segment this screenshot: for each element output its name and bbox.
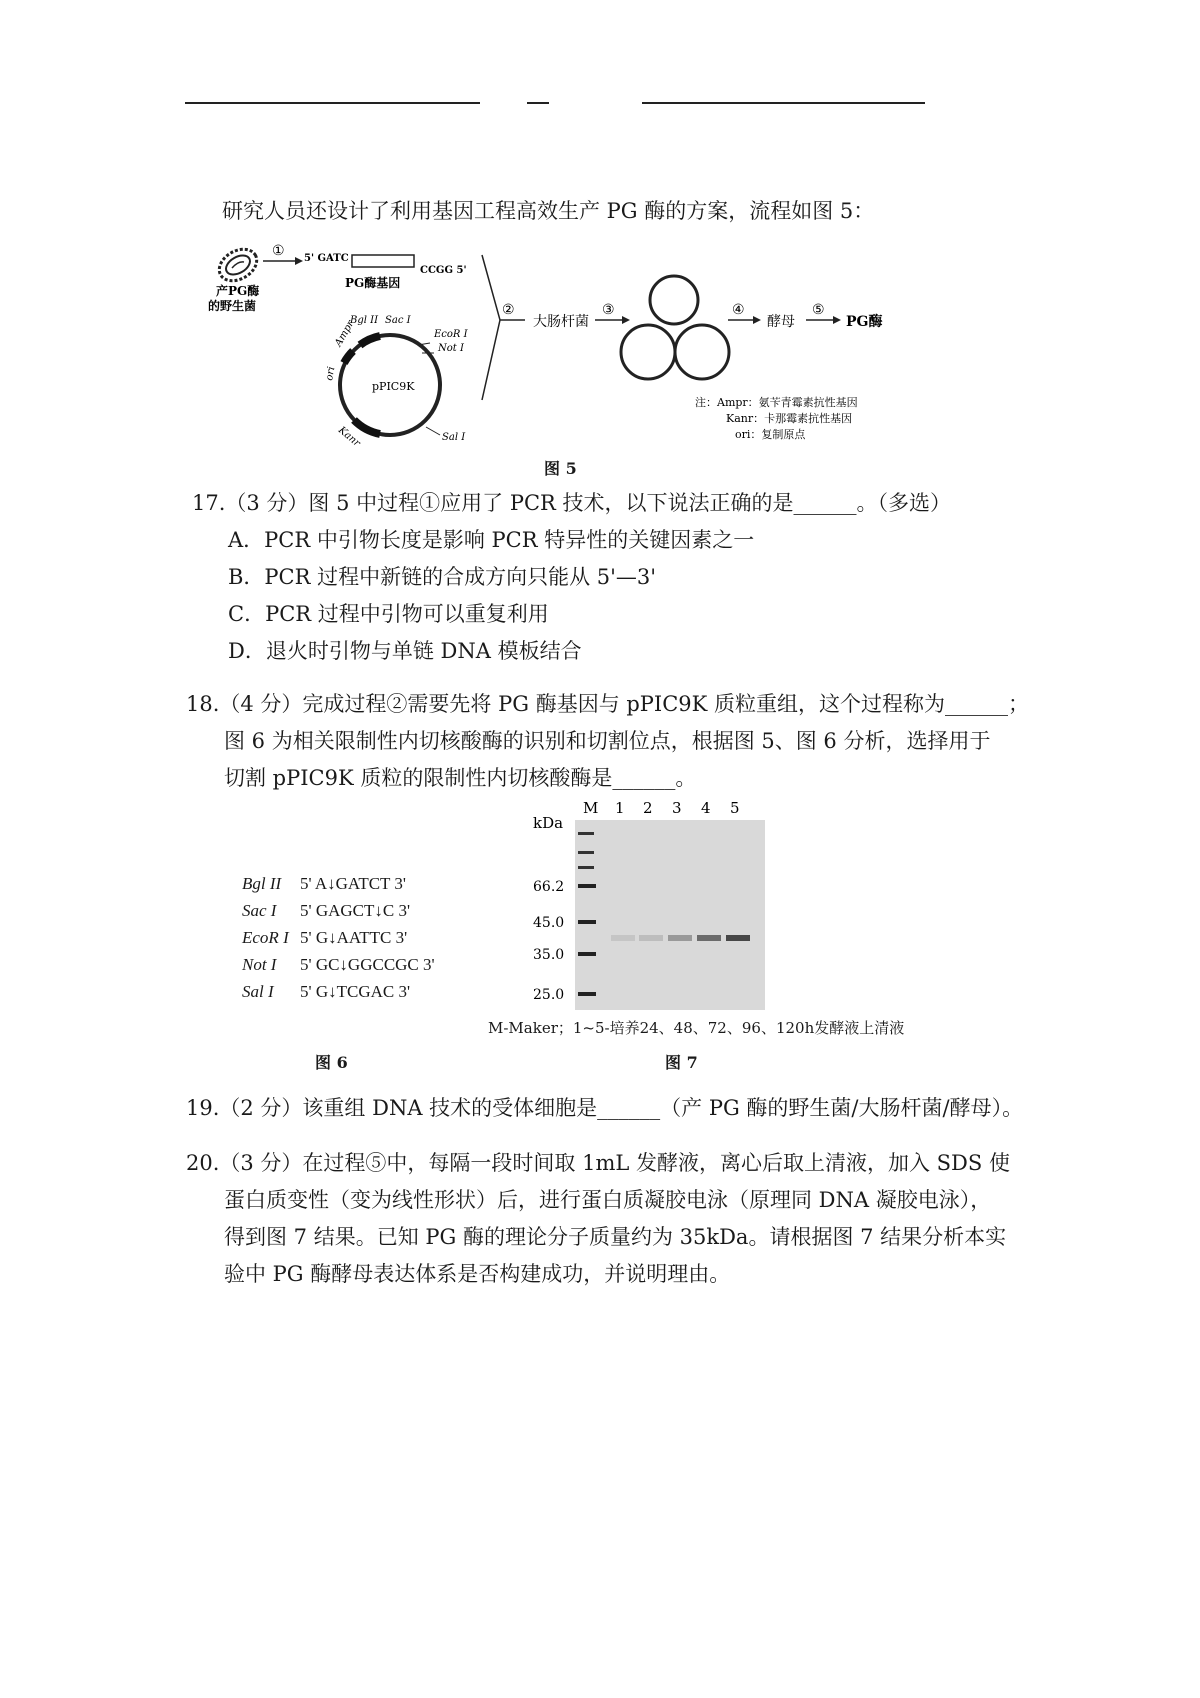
figure-6-caption: 图 6 — [315, 1053, 348, 1072]
note-3: ori：复制原点 — [735, 428, 806, 441]
gel-background — [575, 820, 765, 1010]
yeast-label: 酵母 — [767, 314, 795, 330]
q18-line-1: 18.（4 分）完成过程②需要先将 PG 酶基因与 pPIC9K 质粒重组，这个过程称为______； — [186, 692, 1030, 716]
header-rule-left — [185, 102, 480, 104]
figure-7-legend: M-Maker；1~5-培养24、48、72、96、120h发酵液上清液 — [488, 1019, 905, 1037]
q20-line-2: 蛋白质变性（变为线性形状）后，进行蛋白质凝胶电泳（原理同 DNA 凝胶电泳）， — [224, 1188, 992, 1212]
q18-line-2: 图 6 为相关限制性内切核酸酶的识别和切割位点，根据图 5、图 6 分析，选择用于 — [224, 729, 991, 753]
cell-left — [621, 325, 675, 379]
header-rule-right — [642, 102, 925, 104]
enzyme-row: Sal I — [242, 982, 274, 1001]
sample-band — [639, 935, 663, 941]
q17-option-c: C．PCR 过程中引物可以重复利用 — [228, 602, 549, 626]
enzyme-row: Sac I — [242, 901, 277, 920]
gene-label: PG酶基因 — [345, 276, 401, 290]
site-not: Not I — [438, 343, 464, 354]
q20-line-1: 20.（3 分）在过程⑤中，每隔一段时间取 1mL 发酵液，离心后取上清液，加入 SDS 使 — [186, 1151, 1010, 1175]
marker-label: 35.0 — [533, 947, 565, 963]
kan-label: Kanr — [336, 424, 363, 450]
q20-line-3: 得到图 7 结果。已知 PG 酶的理论分子质量约为 35kDa。请根据图 7 结果分析本实 — [224, 1225, 1007, 1249]
unit-label: kDa — [533, 814, 564, 832]
marker-label: 25.0 — [533, 987, 565, 1003]
bacteria-label-1: 产PG酶 — [216, 284, 260, 298]
pg-gene-box — [352, 255, 414, 267]
sample-band — [726, 935, 750, 941]
site-eco: EcoR I — [434, 329, 468, 340]
marker-label: 66.2 — [533, 879, 565, 895]
seq-right: CCGG 5' — [420, 265, 467, 276]
enzyme-seq: 5' A↓GATCT 3' — [300, 874, 406, 893]
product-label: PG酶 — [846, 314, 883, 330]
figure-7-caption: 图 7 — [665, 1053, 698, 1072]
figure-7-gel — [525, 796, 865, 1012]
intro-text: 研究人员还设计了利用基因工程高效生产 PG 酶的方案，流程如图 5： — [222, 199, 875, 223]
lane-label: 3 — [672, 799, 682, 817]
cell-right — [675, 325, 729, 379]
bacteria-label-2: 的野生菌 — [208, 299, 257, 313]
enzyme-row: EcoR I — [242, 928, 289, 947]
header-rule-mid — [527, 102, 549, 104]
site-sac: Sac I — [385, 315, 411, 326]
bacterium-icon — [214, 243, 263, 287]
step-2-label: ② — [502, 302, 515, 318]
lane-label: 1 — [615, 799, 625, 817]
q17-option-d: D．退火时引物与单链 DNA 模板结合 — [228, 639, 582, 663]
step-1-label: ① — [272, 243, 285, 259]
note-1: 注：Ampr：氨苄青霉素抗性基因 — [695, 396, 858, 409]
enzyme-seq: 5' GAGCT↓C 3' — [300, 901, 411, 920]
figure-5-caption: 图 5 — [544, 459, 577, 478]
sample-band — [611, 935, 635, 941]
cell-top — [650, 276, 698, 324]
q17-stem: 17.（3 分）图 5 中过程①应用了 PCR 技术，以下说法正确的是______。（多选） — [192, 491, 952, 515]
enzyme-seq: 5' G↓AATTC 3' — [300, 928, 408, 947]
enzyme-row: Bgl II — [242, 874, 282, 893]
marker-label: 45.0 — [533, 915, 565, 931]
enzyme-row: Not I — [242, 955, 277, 974]
plasmid-name: pPIC9K — [372, 380, 415, 393]
sample-band — [668, 935, 692, 941]
site-bgl: Bgl II — [350, 315, 379, 326]
step-3-label: ③ — [602, 302, 615, 318]
figure-5-diagram — [190, 235, 930, 450]
seq-left: 5' GATC — [304, 253, 349, 264]
ori-label: ori — [324, 365, 338, 382]
ecoli-label: 大肠杆菌 — [533, 314, 589, 330]
q20-line-4: 验中 PG 酶酵母表达体系是否构建成功，并说明理由。 — [224, 1262, 731, 1286]
step-4-label: ④ — [732, 302, 745, 318]
enzyme-seq: 5' GC↓GGCCGC 3' — [300, 955, 435, 974]
lane-label: 2 — [643, 799, 653, 817]
sample-bands — [611, 935, 750, 941]
amp-label: Ampr — [333, 318, 357, 349]
q18-line-3: 切割 pPIC9K 质粒的限制性内切核酸酶是______。 — [224, 766, 697, 790]
sample-band — [697, 935, 721, 941]
q17-option-b: B．PCR 过程中新链的合成方向只能从 5'—3' — [228, 565, 657, 589]
q17-option-a: A．PCR 中引物长度是影响 PCR 特异性的关键因素之一 — [228, 528, 755, 552]
step-5-label: ⑤ — [812, 302, 825, 318]
enzyme-seq: 5' G↓TCGAC 3' — [300, 982, 411, 1001]
note-2: Kanr：卡那霉素抗性基因 — [726, 412, 853, 425]
lane-label: 4 — [701, 799, 711, 817]
q19-text: 19.（2 分）该重组 DNA 技术的受体细胞是______（产 PG 酶的野生菌/大肠杆菌/酵母）。 — [186, 1096, 1024, 1120]
site-sal: Sal I — [442, 432, 466, 443]
lane-label: M — [583, 799, 599, 817]
lane-label: 5 — [730, 799, 740, 817]
